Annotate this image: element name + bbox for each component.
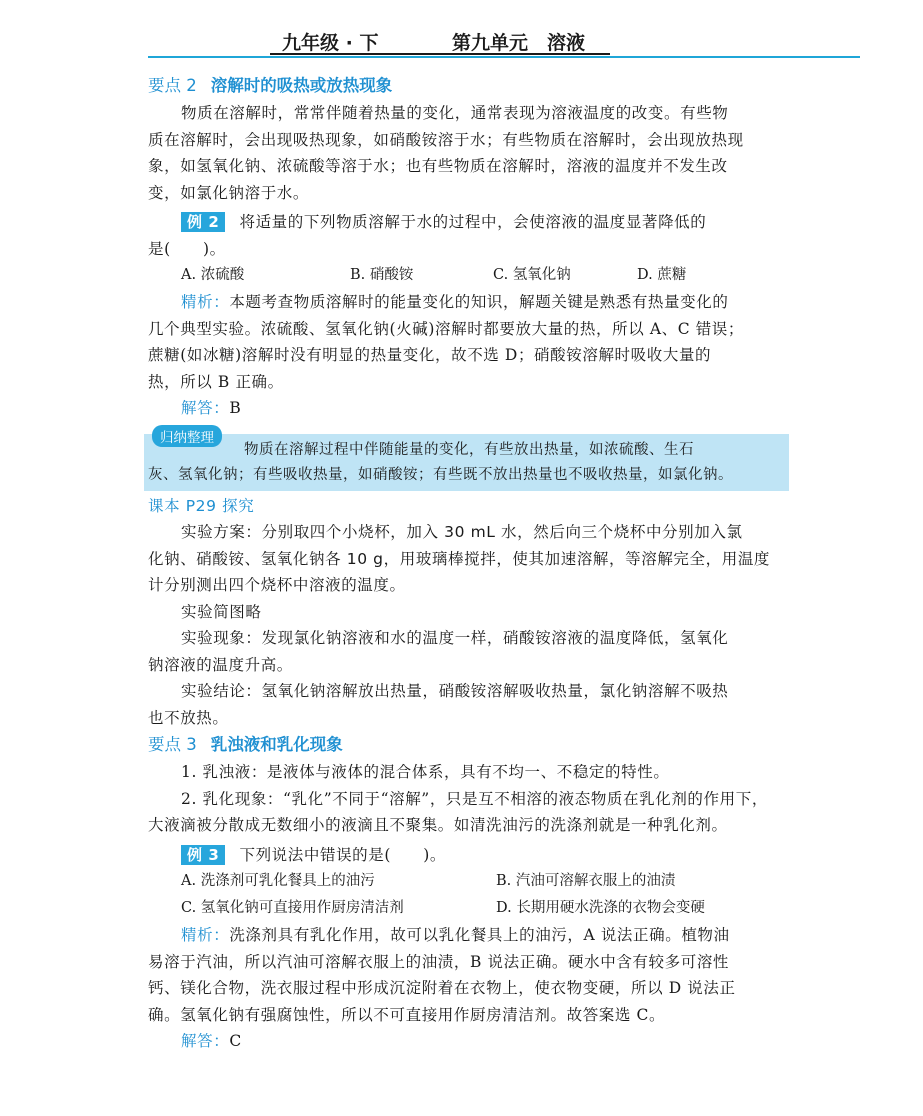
option-d: D. 蔗糖 bbox=[637, 267, 687, 283]
header-unit: 第九单元 溶液 bbox=[452, 32, 586, 54]
answer-label: 解答： bbox=[181, 399, 230, 417]
example-2-analysis bbox=[148, 289, 788, 316]
section-3-item-2: 2. 乳化现象：“乳化”不同于“溶解”，只是互不相溶的液态物质在乳化剂的作用下， bbox=[181, 789, 768, 808]
example-3-answer bbox=[148, 1028, 788, 1055]
plan-line: 化钠、硝酸铵、氢氧化钠各 10 g，用玻璃棒搅拌，使其加速溶解，等溶解完全，用温度 bbox=[148, 549, 771, 568]
phenomenon-line: 实验现象：发现氯化钠溶液和水的温度一样，硝酸铵溶液的温度降低，氢氧化 bbox=[181, 629, 729, 647]
analysis-text: 洗涤剂具有乳化作用，故可以乳化餐具上的油污，A 说法正确。植物油 bbox=[229, 926, 730, 944]
example-3-options-row-2 bbox=[148, 895, 788, 922]
example-2-question-text: 将适量的下列物质溶解于水的过程中，会使溶液的温度显著降低的 bbox=[239, 213, 707, 231]
diagram-note: 实验简图略 bbox=[181, 602, 262, 621]
option-b: B. 硝酸铵 bbox=[350, 267, 414, 283]
page-content bbox=[148, 72, 788, 1055]
analysis-text-line: 蔗糖(如冰糖)溶解时没有明显的热量变化，故不选 D；硝酸铵溶解时吸收大量的 bbox=[148, 346, 712, 364]
header-divider-dark bbox=[270, 53, 610, 55]
phenomenon-line: 钠溶液的温度升高。 bbox=[148, 655, 293, 674]
section-2-number: 要点 2 bbox=[148, 76, 197, 95]
example-2-options bbox=[148, 262, 788, 289]
example-3-question-text: 下列说法中错误的是( )。 bbox=[239, 845, 446, 864]
section-3-title: 乳浊液和乳化现象 bbox=[210, 735, 343, 754]
plan-line: 计分别测出四个烧杯中溶液的温度。 bbox=[148, 576, 406, 594]
plan-line: 实验方案：分别取四个小烧杯，加入 30 mL 水，然后向三个烧杯中分别加入氯 bbox=[181, 523, 743, 541]
example-2-question bbox=[148, 209, 788, 236]
section-3-item-2-cont: 大液滴被分散成无数细小的液滴且不聚集。如清洗油污的洗涤剂就是一种乳化剂。 bbox=[148, 816, 728, 834]
summary-box bbox=[144, 429, 789, 491]
option-c: C. 氢氧化钠 bbox=[493, 267, 571, 283]
section-3-item-1: 1. 乳浊液：是液体与液体的混合体系，具有不均一、不稳定的特性。 bbox=[181, 763, 670, 781]
option-a: A. 浓硫酸 bbox=[181, 267, 245, 283]
textbook-title: 课本 P29 探究 bbox=[148, 496, 255, 515]
section-2-text-line: 物质在溶解时，常常伴随着热量的变化，通常表现为溶液温度的改变。有些物 bbox=[181, 104, 729, 122]
section-2-title: 溶解时的吸热或放热现象 bbox=[210, 76, 393, 95]
example-3-analysis bbox=[148, 922, 788, 949]
summary-tag: 归纳整理 bbox=[152, 425, 222, 447]
conclusion-line: 实验结论：氢氧化钠溶解放出热量，硝酸铵溶解吸收热量，氯化钠溶解不吸热 bbox=[181, 682, 729, 700]
summary-line: 灰、氢氧化钠；有些吸收热量，如硝酸铵；有些既不放出热量也不吸收热量，如氯化钠。 bbox=[148, 466, 733, 483]
section-2-heading bbox=[148, 72, 788, 100]
answer-value: C bbox=[229, 1032, 242, 1050]
option-b: B. 汽油可溶解衣服上的油渍 bbox=[496, 873, 676, 889]
example-3-tag: 例 3 bbox=[181, 845, 225, 865]
page-header bbox=[0, 26, 923, 56]
example-2-question-cont: 是( )。 bbox=[148, 239, 226, 258]
analysis-text-line: 钙、镁化合物，洗衣服过程中形成沉淀附着在衣物上，使衣物变硬，所以 D 说法正 bbox=[148, 979, 736, 997]
answer-value: B bbox=[229, 399, 242, 417]
analysis-text-line: 几个典型实验。浓硫酸、氢氧化钠(火碱)溶解时都要放大量的热，所以 A、C 错误； bbox=[148, 319, 745, 338]
analysis-text: 本题考查物质溶解时的能量变化的知识，解题关键是熟悉有热量变化的 bbox=[229, 293, 729, 311]
section-3-number: 要点 3 bbox=[148, 735, 197, 754]
header-grade: 九年级 · 下 bbox=[282, 32, 379, 54]
section-2-text-line: 变，如氯化钠溶于水。 bbox=[148, 183, 310, 202]
example-3-options-row-1 bbox=[148, 868, 788, 895]
section-3-heading bbox=[148, 731, 788, 759]
analysis-text-line: 易溶于汽油，所以汽油可溶解衣服上的油渍，B 说法正确。硬水中含有较多可溶性 bbox=[148, 952, 730, 971]
answer-label: 解答： bbox=[181, 1032, 230, 1050]
header-divider bbox=[148, 56, 860, 58]
summary-line: 物质在溶解过程中伴随能量的变化，有些放出热量，如浓硫酸、生石 bbox=[244, 441, 694, 458]
analysis-text-line: 热，所以 B 正确。 bbox=[148, 372, 284, 391]
example-2-answer bbox=[148, 395, 788, 422]
example-3-question bbox=[148, 842, 788, 869]
analysis-label: 精析： bbox=[181, 293, 230, 311]
example-2-tag: 例 2 bbox=[181, 212, 225, 232]
option-c: C. 氢氧化钠可直接用作厨房清洁剂 bbox=[181, 900, 404, 916]
section-2-text-line: 质在溶解时，会出现吸热现象，如硝酸铵溶于水；有些物质在溶解时，会出现放热现 bbox=[148, 130, 744, 149]
option-a: A. 洗涤剂可乳化餐具上的油污 bbox=[181, 873, 375, 889]
conclusion-line: 也不放热。 bbox=[148, 708, 229, 727]
option-d: D. 长期用硬水洗涤的衣物会变硬 bbox=[496, 900, 705, 916]
analysis-label: 精析： bbox=[181, 926, 230, 944]
analysis-text-line: 确。氢氧化钠有强腐蚀性，所以不可直接用作厨房清洁剂。故答案选 C。 bbox=[148, 1005, 666, 1024]
section-2-text-line: 象，如氢氧化钠、浓硫酸等溶于水；也有些物质在溶解时，溶液的温度并不发生改 bbox=[148, 157, 728, 175]
